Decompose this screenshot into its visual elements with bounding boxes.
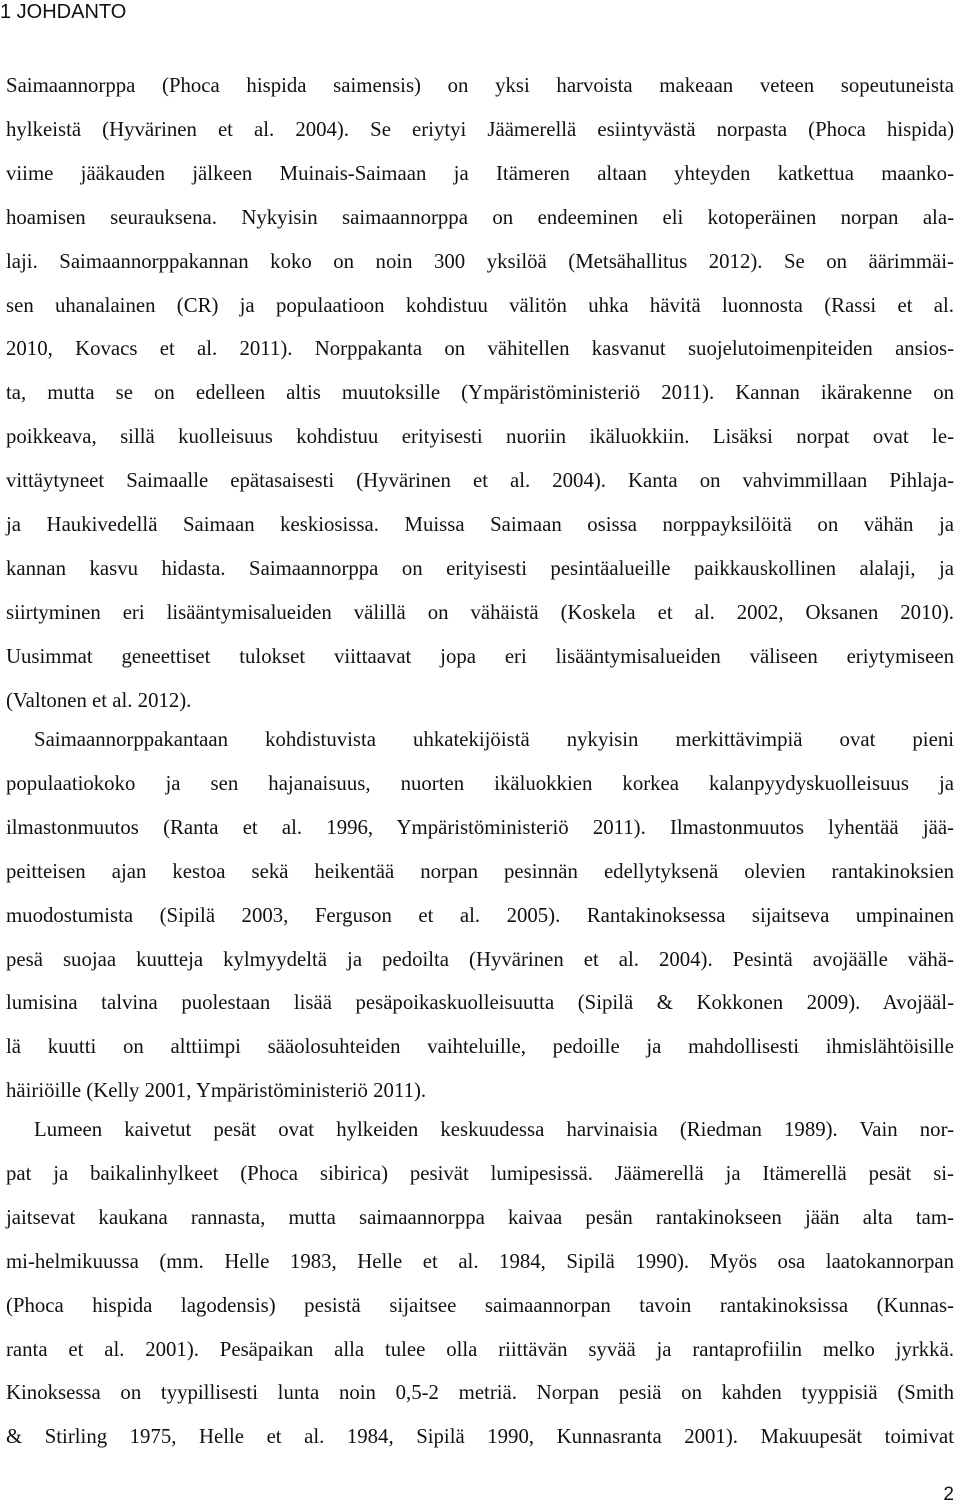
text-line: hoamisen seurauksena. Nykyisin saimaannorppa on endeeminen eli kotoperäinen norpan ala- bbox=[6, 205, 954, 229]
text-line: & Stirling 1975, Helle et al. 1984, Sipilä 1990, Kunnasranta 2001). Makuupesät toimivat bbox=[6, 1425, 954, 1449]
paragraph-1 bbox=[6, 64, 954, 723]
paragraph-2 bbox=[6, 718, 954, 1113]
text-line: Saimaannorppa (Phoca hispida saimensis) on yksi harvoista makeaan veteen sopeutuneista bbox=[6, 74, 954, 97]
text-line: (Valtonen et al. 2012). bbox=[6, 688, 192, 712]
text-line: sen uhanalainen (CR) ja populaatioon kohdistuu välitön uhka hävitä luonnosta (Rassi et al. bbox=[6, 293, 954, 317]
text-line: lumisina talvina puolestaan lisää pesäpoikaskuolleisuutta (Sipilä & Kokkonen 2009). Avojääl- bbox=[6, 991, 954, 1015]
text-line: siirtyminen eri lisääntymisalueiden välillä on vähäistä (Koskela et al. 2002, Oksanen 2010). bbox=[6, 600, 954, 624]
text-line: Uusimmat geneettiset tulokset viittaavat jopa eri lisääntymisalueiden väliseen eriytymiseen bbox=[6, 644, 954, 668]
page-number: 2 bbox=[943, 1484, 954, 1505]
text-line: ilmastonmuutos (Ranta et al. 1996, Ympäristöministeriö 2011). Ilmastonmuutos lyhentää jää- bbox=[6, 815, 954, 839]
text-line: Kinoksessa on tyypillisesti lunta noin 0,5-2 metriä. Norpan pesiä on kahden tyyppisiä (Smith bbox=[6, 1381, 954, 1405]
text-line: muodostumista (Sipilä 2003, Ferguson et al. 2005). Rantakinoksessa sijaitseva umpinainen bbox=[6, 903, 954, 927]
text-line: (Phoca hispida lagodensis) pesistä sijaitsee saimaannorpan tavoin rantakinoksissa (Kunnas- bbox=[6, 1293, 954, 1317]
text-line: jaitsevat kaukana rannasta, mutta saimaannorppa kaivaa pesän rantakinokseen jään alta tam- bbox=[6, 1205, 954, 1229]
text-line: poikkeava, sillä kuolleisuus kohdistuu erityisesti nuoriin ikäluokkiin. Lisäksi norpat ovat le- bbox=[6, 425, 954, 449]
section-heading: 1 JOHDANTO bbox=[0, 1, 127, 23]
text-line: vittäytyneet Saimaalle epätasaisesti (Hyvärinen et al. 2004). Kanta on vahvimmillaan Pihlaja- bbox=[6, 469, 954, 493]
text-line: Saimaannorppakantaan kohdistuvista uhkatekijöistä nykyisin merkittävimpiä ovat pieni bbox=[34, 728, 954, 751]
text-line: ranta et al. 2001). Pesäpaikan alla tulee olla riittävän syvää ja rantaprofiilin melko jyrkkä. bbox=[6, 1337, 954, 1361]
text-line: pat ja baikalinhylkeet (Phoca sibirica) pesivät lumipesissä. Jäämerellä ja Itämerellä pesät si- bbox=[6, 1161, 954, 1185]
paragraph-3 bbox=[6, 1108, 954, 1459]
text-line: kannan kasvu hidasta. Saimaannorppa on erityisesti pesintäalueille paikkauskollinen alalaji, ja bbox=[6, 556, 954, 580]
text-line: 2010, Kovacs et al. 2011). Norppakanta on vähitellen kasvanut suojelutoimenpiteiden ansios- bbox=[6, 337, 954, 361]
text-line: pesä suojaa kuutteja kylmyydeltä ja pedoilta (Hyvärinen et al. 2004). Pesintä avojäälle vähä- bbox=[6, 947, 954, 971]
text-line: populaatiokoko ja sen hajanaisuus, nuorten ikäluokkien korkea kalanpyydyskuolleisuus ja bbox=[6, 771, 954, 795]
text-line: peitteisen ajan kestoa sekä heikentää norpan pesinnän edellytyksenä olevien rantakinoksien bbox=[6, 859, 954, 883]
text-line: lä kuutti on alttiimpi sääolosuhteiden vaihteluille, pedoille ja mahdollisesti ihmislähtöisille bbox=[6, 1035, 954, 1059]
text-line: hylkeistä (Hyvärinen et al. 2004). Se eriytyi Jäämerellä esiintyvästä norpasta (Phoca hispida) bbox=[6, 117, 954, 141]
text-line: mi-helmikuussa (mm. Helle 1983, Helle et al. 1984, Sipilä 1990). Myös osa laatokannorpan bbox=[6, 1249, 954, 1273]
text-line: ja Haukivedellä Saimaan keskiosissa. Muissa Saimaan osissa norppayksilöitä on vähän ja bbox=[6, 513, 954, 537]
text-line: Lumeen kaivetut pesät ovat hylkeiden keskuudessa harvinaisia (Riedman 1989). Vain nor- bbox=[34, 1118, 954, 1141]
text-line: ta, mutta se on edelleen altis muutoksille (Ympäristöministeriö 2011). Kannan ikärakenne on bbox=[6, 381, 954, 405]
text-line: viime jääkauden jälkeen Muinais-Saimaan ja Itämeren altaan yhteyden katkettua maanko- bbox=[6, 161, 954, 185]
text-line: häiriöille (Kelly 2001, Ympäristöministeriö 2011). bbox=[6, 1079, 427, 1103]
text-line: laji. Saimaannorppakannan koko on noin 300 yksilöä (Metsähallitus 2012). Se on äärimmäi- bbox=[6, 249, 954, 273]
